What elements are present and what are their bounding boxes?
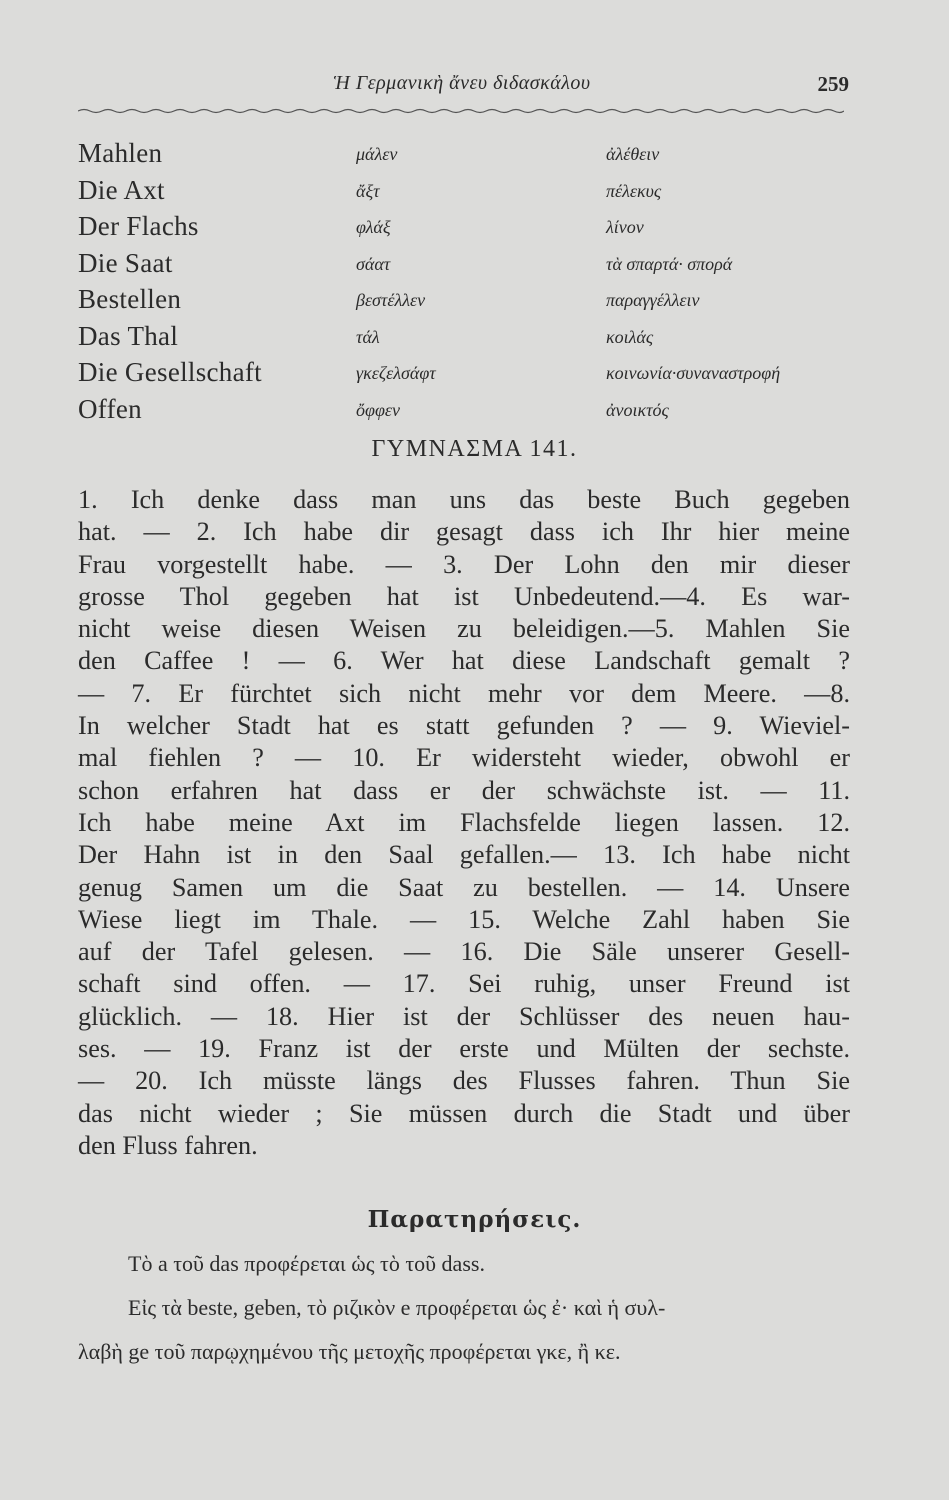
transliteration: τάλ	[356, 326, 380, 347]
exercise-line: nicht weise diesen Weisen zu beleidigen.—5. Mahlen Sie	[78, 614, 850, 644]
exercise-text	[78, 484, 850, 1162]
vocab-row	[78, 284, 858, 321]
exercise-line: ses. — 19. Franz ist der erste und Mülten der sechste.	[78, 1034, 850, 1064]
exercise-line: Ich habe meine Axt im Flachsfelde liegen lassen. 12.	[78, 807, 850, 837]
greek-meaning: ἀλέθειν	[606, 144, 660, 164]
exercise-line: — 20. Ich müsste längs des Flusses fahren. Thun Sie	[78, 1066, 850, 1096]
german-word: Bestellen	[78, 284, 182, 314]
note-line: Τὸ a τοῦ das προφέρεται ὡς τὸ τοῦ dass.	[128, 1251, 485, 1276]
transliteration: φλάξ	[356, 217, 391, 237]
transliteration: μάλεν	[356, 144, 398, 164]
german-word: Das Thal	[78, 320, 179, 351]
vocab-row	[78, 211, 858, 248]
german-word: Die Axt	[78, 174, 165, 205]
page-number: 259	[817, 72, 849, 96]
exercise-line: auf der Tafel gelesen. — 16. Die Säle unserer Gesell-	[78, 937, 850, 967]
exercise-line: genug Samen um die Saat zu bestellen. — 14. Unsere	[78, 872, 850, 902]
vocab-row	[78, 175, 858, 212]
german-word: Die Gesellschaft	[78, 357, 262, 387]
note-line: λαβὴ ge τοῦ παρῳχημένου τῆς μετοχῆς προφέρεται γκε, ἢ κε.	[78, 1339, 621, 1364]
exercise-line: den Fluss fahren.	[78, 1130, 258, 1160]
notes-heading: Παρατηρήσεις.	[367, 1206, 582, 1233]
transliteration: γκεζελσάφτ	[356, 363, 436, 383]
notes-text	[78, 1242, 868, 1374]
exercise-line: den Caffee ! — 6. Wer hat diese Landschaft gemalt ?	[78, 646, 850, 676]
transliteration: βεστέλλεν	[356, 290, 426, 310]
running-title: Ἡ Γερμανικὴ ἄνευ διδασκάλου	[333, 72, 591, 94]
exercise-heading: ΓΥΜΝΑΣΜΑ 141.	[371, 436, 578, 462]
vocab-row	[78, 357, 858, 394]
transliteration: σάατ	[356, 253, 391, 274]
german-word: Die Saat	[78, 247, 173, 278]
greek-meaning: ἀνοικτός	[606, 399, 669, 420]
note-line: Εἰς τὰ beste, geben, τὸ ριζικὸν e προφέρεται ὡς ἐ· καὶ ἡ συλ-	[128, 1295, 666, 1320]
vocab-row	[78, 138, 858, 175]
exercise-line: grosse Thol gegeben hat ist Unbedeutend.—4. Es war-	[78, 581, 850, 611]
greek-meaning: παραγγέλλειν	[606, 290, 700, 310]
exercise-line: Der Hahn ist in den Saal gefallen.— 13. Ich habe nicht	[78, 840, 850, 870]
greek-meaning: λίνον	[606, 217, 644, 237]
exercise-line: schon erfahren hat dass er der schwächste ist. — 11.	[78, 775, 850, 805]
running-head	[75, 72, 849, 108]
header-rule	[78, 108, 844, 116]
vocab-row	[78, 394, 858, 431]
exercise-line: glücklich. — 18. Hier ist der Schlüsser des neuen hau-	[78, 1001, 850, 1031]
german-word: Der Flachs	[78, 211, 199, 241]
exercise-line: Frau vorgestellt habe. — 3. Der Lohn den mir dieser	[78, 549, 850, 579]
german-word: Offen	[78, 393, 142, 424]
greek-meaning: τὰ σπαρτά· σπορά	[606, 253, 733, 274]
exercise-line: hat. — 2. Ich habe dir gesagt dass ich Ihr hier meine	[78, 517, 850, 547]
exercise-line: — 7. Er fürchtet sich nicht mehr vor dem Meere. —8.	[78, 678, 850, 708]
vocabulary-list	[78, 138, 858, 430]
exercise-line: das nicht wieder ; Sie müssen durch die Stadt und über	[78, 1098, 850, 1128]
transliteration: ὄφφεν	[356, 399, 400, 420]
vocab-row	[78, 248, 858, 285]
exercise-line: Wiese liegt im Thale. — 15. Welche Zahl haben Sie	[78, 904, 850, 934]
greek-meaning: πέλεκυς	[606, 180, 662, 201]
transliteration: ἄξτ	[356, 180, 380, 201]
exercise-line: mal fiehlen ? — 10. Er widersteht wieder, obwohl er	[78, 743, 850, 773]
german-word: Mahlen	[78, 138, 163, 168]
exercise-line: schaft sind offen. — 17. Sei ruhig, unser Freund ist	[78, 969, 850, 999]
exercise-line: In welcher Stadt hat es statt gefunden ? — 9. Wieviel-	[78, 711, 850, 741]
exercise-line: 1. Ich denke dass man uns das beste Buch gegeben	[78, 485, 850, 514]
vocab-row	[78, 321, 858, 358]
greek-meaning: κοινωνία·συναναστροφή	[606, 363, 781, 383]
greek-meaning: κοιλάς	[606, 326, 654, 347]
